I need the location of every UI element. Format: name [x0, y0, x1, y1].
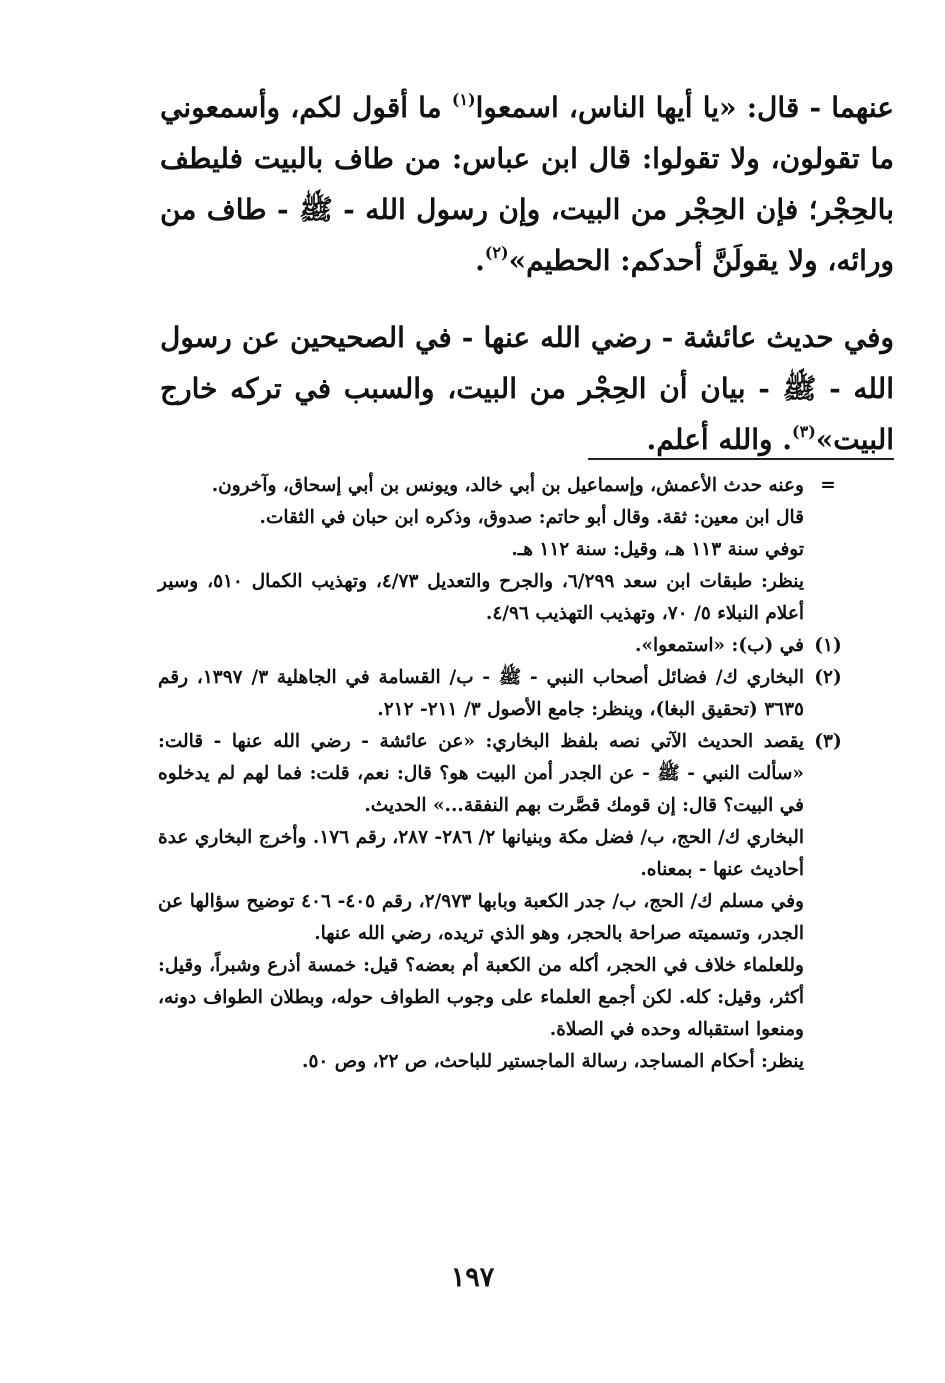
- footnote-line: البخاري ك/ الحج، ب/ فضل مكة وبنيانها ٢/ ٢٨٦- ٢٨٧، رقم ١٧٦. وأخرج البخاري عدة أحاديث عنها - بمعناه.: [158, 827, 804, 880]
- footnote-line: توفي سنة ١١٣ هـ، وقيل: سنة ١١٢ هـ.: [511, 539, 804, 560]
- footnote-ref[interactable]: (٢): [484, 243, 509, 262]
- footnote-line: وفي مسلم ك/ الحج، ب/ جدر الكعبة وبابها ٢/٩٧٣، رقم ٤٠٥- ٤٠٦ توضيح سؤالها عن الجدر، وتسميته صراحة بالحجر، وهو الذي تريده، رضي الله عنها.: [158, 891, 804, 944]
- footnote-mark: (٣): [814, 731, 842, 752]
- footnote-line: وللعلماء خلاف في الحجر، أكله من الكعبة أم بعضه؟ قيل: خمسة أذرع وشبراً، وقيل: أكثر، وقيل: كله. لكن أجمع العلماء على وجوب الطواف حوله، وبطلان الطواف دونه، ومنعوا استقباله وحده في الصلاة.: [158, 955, 804, 1040]
- footnotes: [158, 470, 848, 1078]
- footnote-mark: (٢): [814, 667, 842, 688]
- footnote-line: ينظر: أحكام المساجد، رسالة الماجستير للباحث، ص ٢٢، وص ٥٠.: [302, 1051, 804, 1072]
- footnote-ref[interactable]: (٣): [792, 422, 816, 441]
- page-number: ١٩٧: [450, 1262, 495, 1293]
- footnote-continued: [158, 470, 848, 630]
- main-text: [160, 82, 894, 465]
- footnote-mark: =: [820, 475, 836, 496]
- main-paragraph: عنهما - قال: «يا أيها الناس، اسمعوا$^{(١)}$ ما أقول لكم، وأسمعوني ما تقولون، ولا تقولوا: قال ابن عباس: من طاف بالبيت فليطف بالحِجْر؛ فإن الحِجْر من البيت، وإن رسول الله - ﷺ - طاف من ورائه، ولا يقولَنَّ أحدكم: الحطيم»$^{(٢)}$.: [160, 90, 895, 277]
- footnote-ref[interactable]: (١): [451, 90, 476, 109]
- footnote-line: يقصد الحديث الآتي نصه بلفظ البخاري: «عن عائشة - رضي الله عنها - قالت: «سألت النبي - ﷺ - عن الجدر أمن البيت هو؟ قال: نعم، قلت: فما لهم لم يدخلوه في البيت؟ قال: إن قومك قصَّرت بهم النفقة...» الحديث.: [158, 731, 804, 816]
- footnote-3: [158, 726, 848, 1078]
- footnote-2: [158, 662, 848, 726]
- footnote-separator: [588, 458, 894, 460]
- footnote-line: وعنه حدث الأعمش، وإسماعيل بن أبي خالد، ويونس بن أبي إسحاق، وآخرون.: [211, 475, 804, 496]
- footnote-line: قال ابن معين: ثقة. وقال أبو حاتم: صدوق، وذكره ابن حبان في الثقات.: [259, 507, 804, 528]
- footnote-mark: (١): [814, 635, 842, 656]
- main-paragraph: وفي حديث عائشة - رضي الله عنها - في الصحيحين عن رسول الله - ﷺ - بيان أن الحِجْر من البيت، والسبب في تركه خارج البيت»$^{(٣)}$. والله أعلم.: [160, 321, 894, 456]
- footnote-line: البخاري ك/ فضائل أصحاب النبي - ﷺ - ب/ القسامة في الجاهلية ٣/ ١٣٩٧، رقم ٣٦٣٥ (تحقيق البغا)، وينظر: جامع الأصول ٣/ ٢١١- ٢١٢.: [158, 667, 804, 720]
- footnote-line: ينظر: طبقات ابن سعد ٦/٢٩٩، والجرح والتعديل ٤/٧٣، وتهذيب الكمال ٥١٠، وسير أعلام النبلاء ٥/ ٧٠، وتهذيب التهذيب ٤/٩٦.: [158, 571, 805, 624]
- footnote-1: [158, 630, 848, 662]
- footnote-line: في (ب): «استمعوا».: [634, 635, 804, 656]
